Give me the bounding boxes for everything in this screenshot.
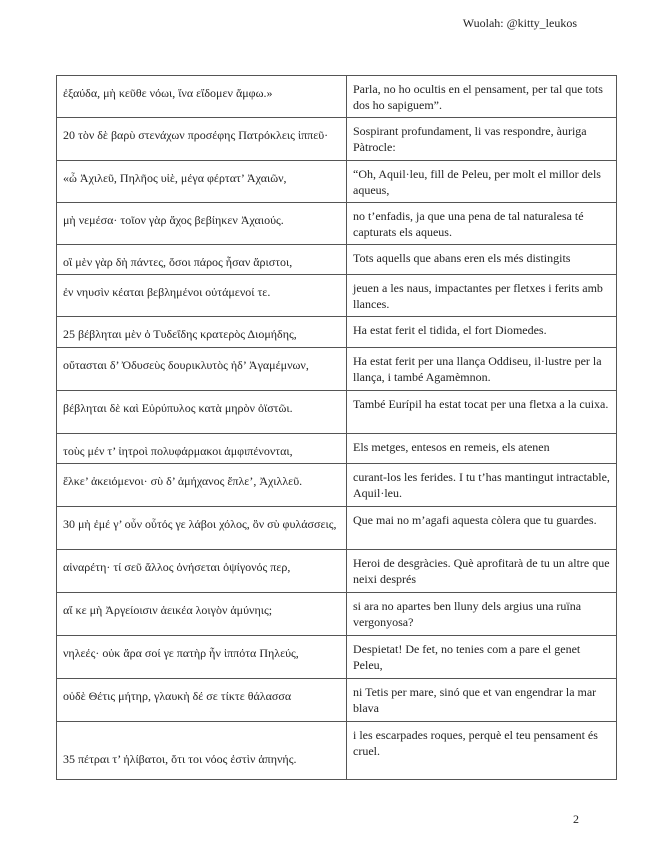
table-row xyxy=(57,245,617,275)
catalan-translation: També Eurípil ha estat tocat per una fletxa a la cuixa. xyxy=(347,391,617,434)
page-number: 2 xyxy=(573,812,579,826)
table-row xyxy=(57,317,617,348)
catalan-translation: Els metges, entesos en remeis, els atenen xyxy=(347,434,617,464)
table-row xyxy=(57,722,617,780)
greek-verse: νηλεές· οὐκ ἄρα σοί γε πατὴρ ἦν ἱππότα Πηλεύς, xyxy=(57,636,347,679)
catalan-translation: ni Tetis per mare, sinó que et van engendrar la mar blava xyxy=(347,679,617,722)
catalan-translation: Sospirant profundament, li vas respondre, àuriga Pàtrocle: xyxy=(347,118,617,161)
greek-verse: 20 τὸν δὲ βαρὺ στενάχων προσέφης Πατρόκλεις ἱππεῦ· xyxy=(57,118,347,161)
catalan-translation: curant-los les ferides. I tu t’has mantingut intractable, Aquil·leu. xyxy=(347,464,617,507)
greek-verse: αἴ κε μὴ Ἀργείοισιν ἀεικέα λοιγὸν ἀμύνηις; xyxy=(57,593,347,636)
catalan-translation: Ha estat ferit el tidida, el fort Diomedes. xyxy=(347,317,617,348)
greek-verse: ἕλκε’ ἀκειόμενοι· σὺ δ’ ἀμήχανος ἔπλε’, Ἀχιλλεῦ. xyxy=(57,464,347,507)
catalan-translation: Despietat! De fet, no tenies com a pare el genet Peleu, xyxy=(347,636,617,679)
table-row xyxy=(57,161,617,203)
table-row xyxy=(57,679,617,722)
catalan-translation: “Oh, Aquil·leu, fill de Peleu, per molt el millor dels aqueus, xyxy=(347,161,617,203)
table-row xyxy=(57,550,617,593)
translation-rows xyxy=(57,76,617,780)
table-row xyxy=(57,76,617,118)
table-row xyxy=(57,348,617,391)
table-row xyxy=(57,391,617,434)
table-row xyxy=(57,275,617,317)
translation-table xyxy=(56,75,617,780)
table-row xyxy=(57,464,617,507)
greek-verse: βέβληται δὲ καὶ Εὐρύπυλος κατὰ μηρὸν ὀϊστῶι. xyxy=(57,391,347,434)
greek-verse: ἐξαύδα, μὴ κεῦθε νόωι, ἵνα εἴδομεν ἄμφω.» xyxy=(57,76,347,118)
table-row xyxy=(57,636,617,679)
table-row xyxy=(57,434,617,464)
greek-verse: οὐδὲ Θέτις μήτηρ, γλαυκὴ δέ σε τίκτε θάλασσα xyxy=(57,679,347,722)
catalan-translation: Tots aquells que abans eren els més distingits xyxy=(347,245,617,275)
greek-verse: οἳ μὲν γὰρ δὴ πάντες, ὅσοι πάρος ἦσαν ἄριστοι, xyxy=(57,245,347,275)
greek-verse: μὴ νεμέσα· τοῖον γὰρ ἄχος βεβίηκεν Ἀχαιούς. xyxy=(57,203,347,245)
table-row xyxy=(57,593,617,636)
greek-verse: ἐν νηυσὶν κέαται βεβλημένοι οὐτάμενοί τε. xyxy=(57,275,347,317)
table-row xyxy=(57,507,617,550)
greek-verse: 35 πέτραι τ’ ἠλίβατοι, ὅτι τοι νόος ἐστὶν ἀπηνής. xyxy=(57,722,347,780)
watermark-header: Wuolah: @kitty_leukos xyxy=(462,16,577,30)
greek-verse: 30 μὴ ἐμέ γ’ οὖν οὗτός γε λάβοι χόλος, ὃν σὺ φυλάσσεις, xyxy=(57,507,347,550)
greek-verse: 25 βέβληται μὲν ὁ Τυδεΐδης κρατερὸς Διομήδης, xyxy=(57,317,347,348)
catalan-translation: Heroi de desgràcies. Què aprofitarà de tu un altre que neixi després xyxy=(347,550,617,593)
catalan-translation: jeuen a les naus, impactantes per fletxes i ferits amb llances. xyxy=(347,275,617,317)
catalan-translation: no t’enfadis, ja que una pena de tal naturalesa té capturats els aqueus. xyxy=(347,203,617,245)
greek-verse: «ὦ Ἀχιλεῦ, Πηλῆος υἱὲ, μέγα φέρτατ’ Ἀχαιῶν, xyxy=(57,161,347,203)
greek-verse: αἰναρέτη· τί σεῦ ἄλλος ὀνήσεται ὀψίγονός περ, xyxy=(57,550,347,593)
table-row xyxy=(57,118,617,161)
greek-verse: τοὺς μέν τ’ ἰητροὶ πολυφάρμακοι ἀμφιπένονται, xyxy=(57,434,347,464)
catalan-translation: Que mai no m’agafi aquesta còlera que tu guardes. xyxy=(347,507,617,550)
catalan-translation: Ha estat ferit per una llança Oddiseu, il·lustre per la llança, i també Agamèmnon. xyxy=(347,348,617,391)
greek-verse: οὔτασται δ’ Ὀδυσεὺς δουρικλυτὸς ἠδ’ Ἀγαμέμνων, xyxy=(57,348,347,391)
table-row xyxy=(57,203,617,245)
catalan-translation: i les escarpades roques, perquè el teu pensament és cruel. xyxy=(347,722,617,780)
catalan-translation: Parla, no ho ocultis en el pensament, per tal que tots dos ho sapiguem”. xyxy=(347,76,617,118)
catalan-translation: si ara no apartes ben lluny dels argius una ruïna vergonyosa? xyxy=(347,593,617,636)
